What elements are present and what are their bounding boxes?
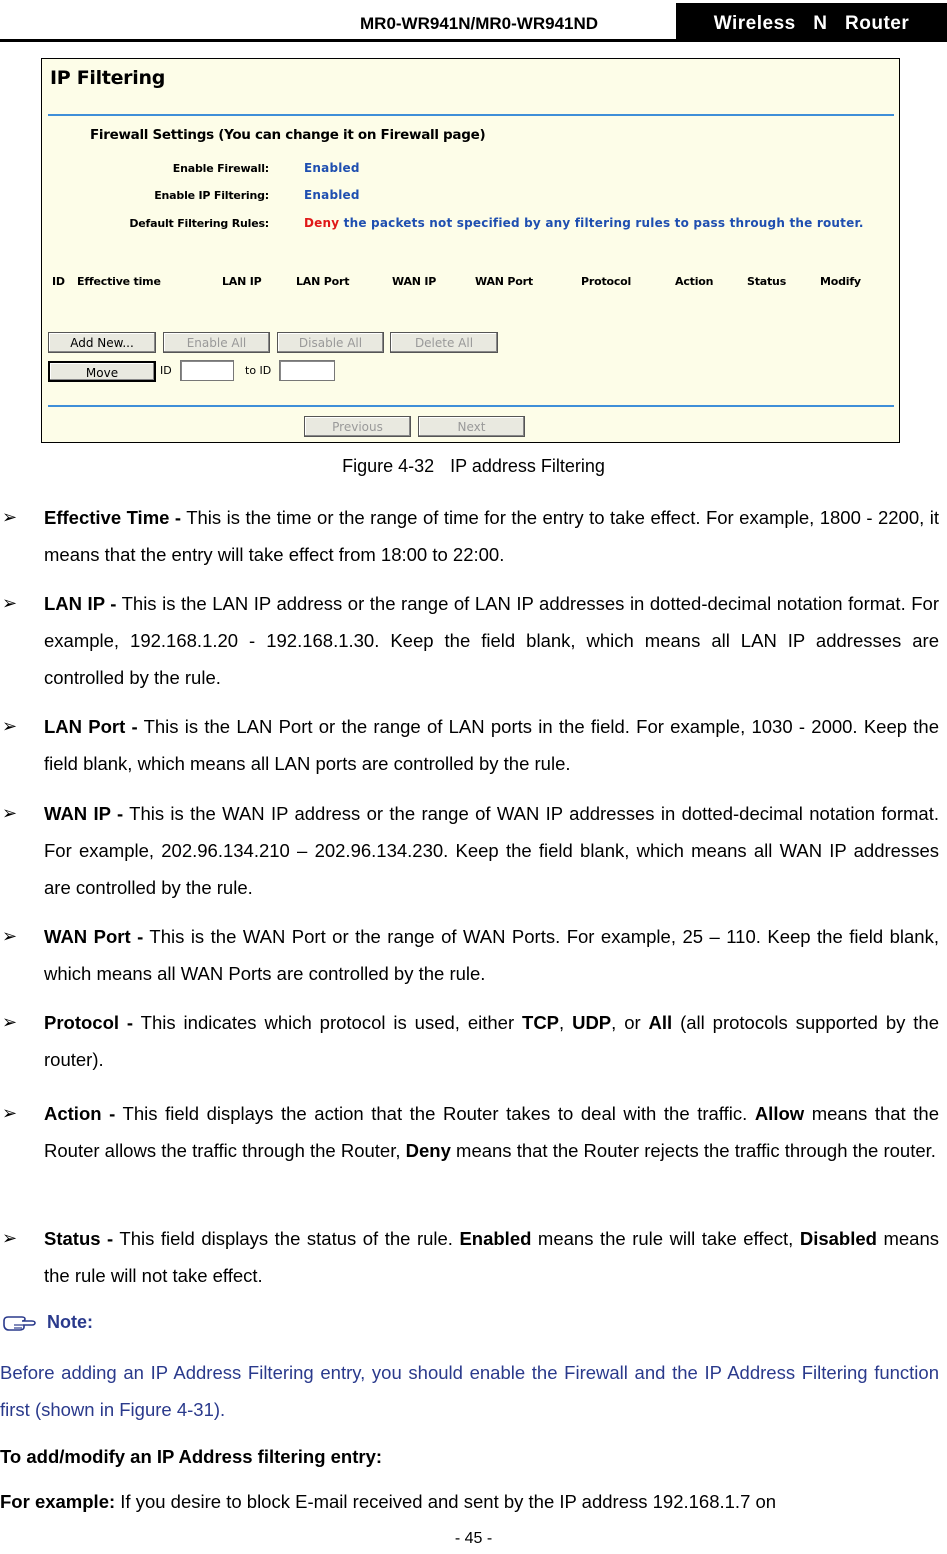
arrowhead-bullet-icon: ➢: [2, 926, 18, 946]
term: Action -: [44, 1103, 116, 1124]
desc: This is the time or the range of time for the entry to take effect. For example, 1800 - 2200, it means that the entry will take effect from 18:00 to 22:00.: [44, 507, 939, 565]
bottom-divider: [48, 405, 894, 407]
col-status: Status: [747, 275, 787, 288]
sep: , or: [611, 1012, 649, 1033]
move-button[interactable]: Move: [48, 361, 156, 382]
enable-ipfilter-value: Enabled: [304, 188, 360, 202]
disabled: Disabled: [799, 1228, 877, 1249]
term: Protocol -: [44, 1012, 134, 1033]
page-header: [0, 0, 947, 44]
desc: (all protocols supported by the router).: [44, 1012, 939, 1070]
term: WAN IP -: [44, 803, 124, 824]
default-rules-rest: the packets not specified by any filtering rules to pass through the router.: [339, 216, 864, 230]
enable-firewall-value: Enabled: [304, 161, 360, 175]
add-new-button[interactable]: Add New...: [48, 332, 156, 353]
header-rule: [0, 39, 947, 42]
default-rules-value: [304, 216, 864, 230]
figure-title: IP address Filtering: [450, 456, 605, 476]
delete-all-button[interactable]: Delete All: [390, 332, 498, 353]
from-id-input[interactable]: [180, 360, 234, 381]
example-text: If you desire to block E-mail received and sent by the IP address 192.168.1.7 on: [115, 1491, 777, 1512]
desc: means the rule will not take effect.: [44, 1228, 939, 1286]
default-rules-label: Default Filtering Rules:: [129, 217, 269, 230]
note-text: Before adding an IP Address Filtering entry, you should enable the Firewall and the IP Address Filtering function first (shown in Figure 4-31).: [0, 1362, 939, 1420]
to-id-label: to ID: [245, 364, 272, 377]
ip-filtering-screenshot: [41, 58, 900, 443]
col-wan-port: WAN Port: [475, 275, 533, 288]
enabled: Enabled: [459, 1228, 532, 1249]
arrowhead-bullet-icon: ➢: [2, 803, 18, 823]
previous-button[interactable]: Previous: [304, 416, 411, 437]
desc: This is the WAN IP address or the range of WAN IP addresses in dotted-decimal notation format. For example, 202.96.134.210 – 202.96.134.230. Keep the field blank, which means all WAN IP addresses are controlled by the rule.: [44, 803, 939, 898]
desc: This field displays the action that the Router takes to deal with the traffic.: [115, 1103, 755, 1124]
figure-caption: [0, 456, 947, 477]
arrowhead-bullet-icon: ➢: [2, 1012, 18, 1032]
panel-title: IP Filtering: [50, 67, 165, 89]
enable-firewall-label: Enable Firewall:: [172, 162, 269, 175]
deny: Deny: [405, 1140, 451, 1161]
desc: means the rule will take effect,: [531, 1228, 800, 1249]
col-id: ID: [52, 275, 65, 288]
page-number: - 45 -: [454, 1530, 493, 1547]
arrowhead-bullet-icon: ➢: [2, 1228, 18, 1248]
to-id-input[interactable]: [279, 360, 335, 381]
example-paragraph: [0, 1483, 939, 1520]
arrowhead-bullet-icon: ➢: [2, 716, 18, 736]
example-label: For example:: [0, 1491, 116, 1512]
term: LAN IP -: [44, 593, 117, 614]
note-label: Note:: [47, 1312, 93, 1332]
model-name: MR0-WR941N/MR0-WR941ND: [360, 14, 599, 33]
col-wan-ip: WAN IP: [392, 275, 437, 288]
col-modify: Modify: [820, 275, 861, 288]
desc: means that the Router rejects the traffic through the router.: [450, 1140, 936, 1161]
arrowhead-bullet-icon: ➢: [2, 1103, 18, 1123]
desc: This is the WAN Port or the range of WAN Ports. For example, 25 – 110. Keep the field blank, which means all WAN Ports are controlled by the rule.: [44, 926, 939, 984]
col-protocol: Protocol: [581, 275, 632, 288]
udp: UDP: [572, 1012, 612, 1033]
col-lan-ip: LAN IP: [222, 275, 262, 288]
term: Status -: [44, 1228, 114, 1249]
col-action: Action: [675, 275, 714, 288]
deny-word: Deny: [304, 216, 340, 230]
term: Effective Time -: [44, 507, 182, 528]
col-lan-port: LAN Port: [296, 275, 350, 288]
all: All: [648, 1012, 673, 1033]
arrowhead-bullet-icon: ➢: [2, 507, 18, 527]
product-name: Wireless N Router: [676, 3, 947, 40]
allow: Allow: [754, 1103, 805, 1124]
col-effective-time: Effective time: [77, 275, 161, 288]
tcp: TCP: [522, 1012, 560, 1033]
sep: ,: [559, 1012, 573, 1033]
term: WAN Port -: [44, 926, 144, 947]
howto-heading: To add/modify an IP Address filtering entry:: [0, 1446, 383, 1467]
desc: This field displays the status of the rule.: [113, 1228, 460, 1249]
desc: This indicates which protocol is used, either: [133, 1012, 523, 1033]
desc: This is the LAN IP address or the range of LAN IP addresses in dotted-decimal notation format. For example, 192.168.1.20 - 192.168.1.30. Keep the field blank, which means all LAN IP addresses are controlled by the rule.: [44, 593, 939, 688]
enable-all-button[interactable]: Enable All: [163, 332, 270, 353]
term: LAN Port -: [44, 716, 138, 737]
id-label: ID: [160, 364, 172, 377]
pointing-hand-icon: [2, 1311, 38, 1335]
enable-ipfilter-label: Enable IP Filtering:: [154, 189, 269, 202]
firewall-settings-heading: Firewall Settings (You can change it on Firewall page): [90, 127, 486, 143]
arrowhead-bullet-icon: ➢: [2, 593, 18, 613]
desc: This is the LAN Port or the range of LAN ports in the field. For example, 1030 - 2000. Keep the field blank, which means all LAN ports are controlled by the rule.: [44, 716, 939, 774]
disable-all-button[interactable]: Disable All: [277, 332, 384, 353]
top-divider: [48, 114, 894, 116]
desc: means that the Router allows the traffic through the Router,: [44, 1103, 939, 1161]
figure-number: Figure 4-32: [342, 456, 435, 476]
next-button[interactable]: Next: [418, 416, 525, 437]
